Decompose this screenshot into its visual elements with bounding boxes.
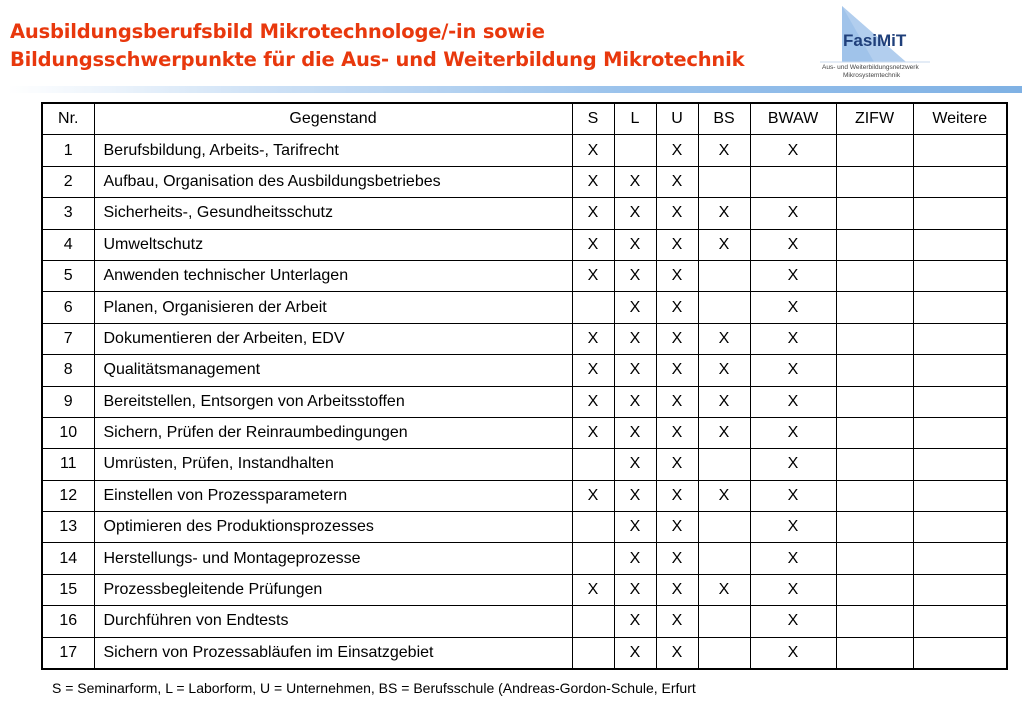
- mark-cell: [836, 386, 913, 417]
- mark-cell: X: [750, 543, 836, 574]
- mark-cell: X: [698, 574, 750, 605]
- mark-cell: [836, 260, 913, 291]
- mark-cell: [836, 292, 913, 323]
- subject-cell: Herstellungs- und Montageprozesse: [94, 543, 572, 574]
- mark-cell: X: [572, 229, 614, 260]
- subject-cell: Qualitätsmanagement: [94, 355, 572, 386]
- legend-footnote: S = Seminarform, L = Laborform, U = Unternehmen, BS = Berufsschule (Andreas-Gordon-Schule, Erfurt: [52, 680, 696, 696]
- row-number-cell: 17: [42, 637, 94, 669]
- column-header: Weitere: [913, 103, 1007, 135]
- mark-cell: [913, 386, 1007, 417]
- title-line-1: Ausbildungsberufsbild Mikrotechnologe/-in sowie: [10, 20, 545, 43]
- mark-cell: X: [698, 323, 750, 354]
- mark-cell: X: [656, 166, 698, 197]
- title-line-2: Bildungsschwerpunkte für die Aus- und Weiterbildung Mikrotechnik: [10, 48, 745, 71]
- table-row: [42, 292, 1007, 323]
- table-row: [42, 260, 1007, 291]
- mark-cell: X: [750, 229, 836, 260]
- mark-cell: X: [750, 637, 836, 669]
- subject-cell: Einstellen von Prozessparametern: [94, 480, 572, 511]
- mark-cell: [913, 512, 1007, 543]
- mark-cell: X: [698, 386, 750, 417]
- mark-cell: X: [656, 449, 698, 480]
- table-row: [42, 386, 1007, 417]
- row-number-cell: 11: [42, 449, 94, 480]
- mark-cell: X: [750, 574, 836, 605]
- mark-cell: [698, 637, 750, 669]
- mark-cell: X: [750, 386, 836, 417]
- mark-cell: X: [698, 480, 750, 511]
- table-row: [42, 166, 1007, 197]
- mark-cell: X: [656, 260, 698, 291]
- table-row: [42, 323, 1007, 354]
- mark-cell: X: [698, 198, 750, 229]
- mark-cell: X: [750, 480, 836, 511]
- mark-cell: [614, 135, 656, 166]
- mark-cell: X: [656, 135, 698, 166]
- mark-cell: X: [656, 574, 698, 605]
- mark-cell: [836, 355, 913, 386]
- row-number-cell: 15: [42, 574, 94, 605]
- logo-name: FasiMiT: [843, 31, 907, 50]
- row-number-cell: 12: [42, 480, 94, 511]
- subject-cell: Bereitstellen, Entsorgen von Arbeitsstoffen: [94, 386, 572, 417]
- mark-cell: [698, 606, 750, 637]
- row-number-cell: 8: [42, 355, 94, 386]
- table-row: [42, 449, 1007, 480]
- table-row: [42, 543, 1007, 574]
- row-number-cell: 13: [42, 512, 94, 543]
- mark-cell: [572, 543, 614, 574]
- column-header: Nr.: [42, 103, 94, 135]
- mark-cell: X: [614, 323, 656, 354]
- mark-cell: [913, 480, 1007, 511]
- mark-cell: X: [572, 260, 614, 291]
- table-row: [42, 606, 1007, 637]
- mark-cell: [698, 166, 750, 197]
- mark-cell: X: [572, 574, 614, 605]
- mark-cell: [913, 606, 1007, 637]
- mark-cell: X: [698, 417, 750, 448]
- subject-cell: Planen, Organisieren der Arbeit: [94, 292, 572, 323]
- mark-cell: X: [698, 229, 750, 260]
- mark-cell: [913, 323, 1007, 354]
- logo-subtitle-1: Aus- und Weiterbildungsnetzwerk: [822, 64, 919, 71]
- page-title: [10, 18, 830, 74]
- mark-cell: X: [698, 355, 750, 386]
- mark-cell: [572, 637, 614, 669]
- mark-cell: X: [614, 606, 656, 637]
- mark-cell: [836, 449, 913, 480]
- mark-cell: [913, 574, 1007, 605]
- header-divider: [8, 86, 1022, 93]
- mark-cell: [572, 606, 614, 637]
- mark-cell: [836, 512, 913, 543]
- mark-cell: [913, 292, 1007, 323]
- mark-cell: [698, 260, 750, 291]
- subject-cell: Sichern von Prozessabläufen im Einsatzgebiet: [94, 637, 572, 669]
- mark-cell: [836, 606, 913, 637]
- mark-cell: X: [656, 417, 698, 448]
- table-row: [42, 355, 1007, 386]
- mark-cell: X: [750, 135, 836, 166]
- table-row: [42, 417, 1007, 448]
- mark-cell: [572, 292, 614, 323]
- mark-cell: [836, 229, 913, 260]
- curriculum-table: [41, 102, 1008, 670]
- mark-cell: [836, 417, 913, 448]
- mark-cell: X: [572, 166, 614, 197]
- mark-cell: [913, 637, 1007, 669]
- mark-cell: X: [750, 512, 836, 543]
- mark-cell: X: [656, 606, 698, 637]
- table-row: [42, 637, 1007, 669]
- mark-cell: X: [750, 449, 836, 480]
- mark-cell: X: [614, 574, 656, 605]
- subject-cell: Optimieren des Produktionsprozesses: [94, 512, 572, 543]
- mark-cell: [698, 292, 750, 323]
- mark-cell: [913, 229, 1007, 260]
- mark-cell: X: [656, 229, 698, 260]
- mark-cell: [698, 449, 750, 480]
- mark-cell: [913, 543, 1007, 574]
- mark-cell: [836, 480, 913, 511]
- mark-cell: X: [614, 417, 656, 448]
- mark-cell: [572, 512, 614, 543]
- mark-cell: X: [614, 512, 656, 543]
- mark-cell: [913, 417, 1007, 448]
- column-header: BWAW: [750, 103, 836, 135]
- mark-cell: X: [656, 512, 698, 543]
- mark-cell: [836, 574, 913, 605]
- row-number-cell: 6: [42, 292, 94, 323]
- mark-cell: X: [750, 292, 836, 323]
- mark-cell: [913, 355, 1007, 386]
- mark-cell: X: [614, 637, 656, 669]
- row-number-cell: 5: [42, 260, 94, 291]
- mark-cell: X: [572, 198, 614, 229]
- subject-cell: Aufbau, Organisation des Ausbildungsbetriebes: [94, 166, 572, 197]
- mark-cell: [698, 543, 750, 574]
- mark-cell: [836, 198, 913, 229]
- column-header: U: [656, 103, 698, 135]
- mark-cell: X: [750, 417, 836, 448]
- row-number-cell: 9: [42, 386, 94, 417]
- table-body: [42, 135, 1007, 669]
- mark-cell: X: [614, 229, 656, 260]
- subject-cell: Prozessbegleitende Prüfungen: [94, 574, 572, 605]
- mark-cell: X: [572, 480, 614, 511]
- mark-cell: X: [614, 449, 656, 480]
- mark-cell: [750, 166, 836, 197]
- mark-cell: X: [698, 135, 750, 166]
- mark-cell: X: [656, 543, 698, 574]
- mark-cell: [836, 135, 913, 166]
- row-number-cell: 1: [42, 135, 94, 166]
- mark-cell: [836, 166, 913, 197]
- mark-cell: X: [750, 606, 836, 637]
- mark-cell: [836, 323, 913, 354]
- mark-cell: [913, 166, 1007, 197]
- mark-cell: [913, 135, 1007, 166]
- table-row: [42, 198, 1007, 229]
- mark-cell: X: [656, 292, 698, 323]
- subject-cell: Anwenden technischer Unterlagen: [94, 260, 572, 291]
- subject-cell: Umrüsten, Prüfen, Instandhalten: [94, 449, 572, 480]
- mark-cell: [913, 260, 1007, 291]
- mark-cell: X: [750, 260, 836, 291]
- column-header: ZIFW: [836, 103, 913, 135]
- subject-cell: Sichern, Prüfen der Reinraumbedingungen: [94, 417, 572, 448]
- mark-cell: X: [572, 386, 614, 417]
- mark-cell: X: [572, 323, 614, 354]
- row-number-cell: 4: [42, 229, 94, 260]
- mark-cell: X: [750, 198, 836, 229]
- mark-cell: X: [656, 386, 698, 417]
- subject-cell: Berufsbildung, Arbeits-, Tarifrecht: [94, 135, 572, 166]
- row-number-cell: 14: [42, 543, 94, 574]
- mark-cell: X: [614, 198, 656, 229]
- mark-cell: X: [614, 355, 656, 386]
- subject-cell: Sicherheits-, Gesundheitsschutz: [94, 198, 572, 229]
- mark-cell: X: [572, 417, 614, 448]
- column-header: Gegenstand: [94, 103, 572, 135]
- mark-cell: X: [656, 198, 698, 229]
- row-number-cell: 10: [42, 417, 94, 448]
- mark-cell: [836, 543, 913, 574]
- row-number-cell: 7: [42, 323, 94, 354]
- mark-cell: X: [614, 480, 656, 511]
- mark-cell: X: [614, 166, 656, 197]
- mark-cell: X: [614, 543, 656, 574]
- mark-cell: [913, 449, 1007, 480]
- mark-cell: X: [656, 323, 698, 354]
- mark-cell: [698, 512, 750, 543]
- mark-cell: X: [750, 355, 836, 386]
- table-row: [42, 229, 1007, 260]
- table-row: [42, 574, 1007, 605]
- mark-cell: X: [656, 355, 698, 386]
- mark-cell: X: [572, 355, 614, 386]
- subject-cell: Umweltschutz: [94, 229, 572, 260]
- subject-cell: Dokumentieren der Arbeiten, EDV: [94, 323, 572, 354]
- column-header: L: [614, 103, 656, 135]
- table-row: [42, 135, 1007, 166]
- mark-cell: X: [614, 292, 656, 323]
- mark-cell: [836, 637, 913, 669]
- mark-cell: X: [656, 480, 698, 511]
- subject-cell: Durchführen von Endtests: [94, 606, 572, 637]
- column-header: BS: [698, 103, 750, 135]
- table-row: [42, 480, 1007, 511]
- mark-cell: X: [572, 135, 614, 166]
- mark-cell: X: [614, 386, 656, 417]
- mark-cell: X: [614, 260, 656, 291]
- row-number-cell: 3: [42, 198, 94, 229]
- mark-cell: X: [750, 323, 836, 354]
- table-header-row: [42, 103, 1007, 135]
- mark-cell: X: [656, 637, 698, 669]
- row-number-cell: 2: [42, 166, 94, 197]
- column-header: S: [572, 103, 614, 135]
- row-number-cell: 16: [42, 606, 94, 637]
- mark-cell: [572, 449, 614, 480]
- logo-subtitle-2: Mikrosystemtechnik: [843, 72, 901, 79]
- table-row: [42, 512, 1007, 543]
- mark-cell: [913, 198, 1007, 229]
